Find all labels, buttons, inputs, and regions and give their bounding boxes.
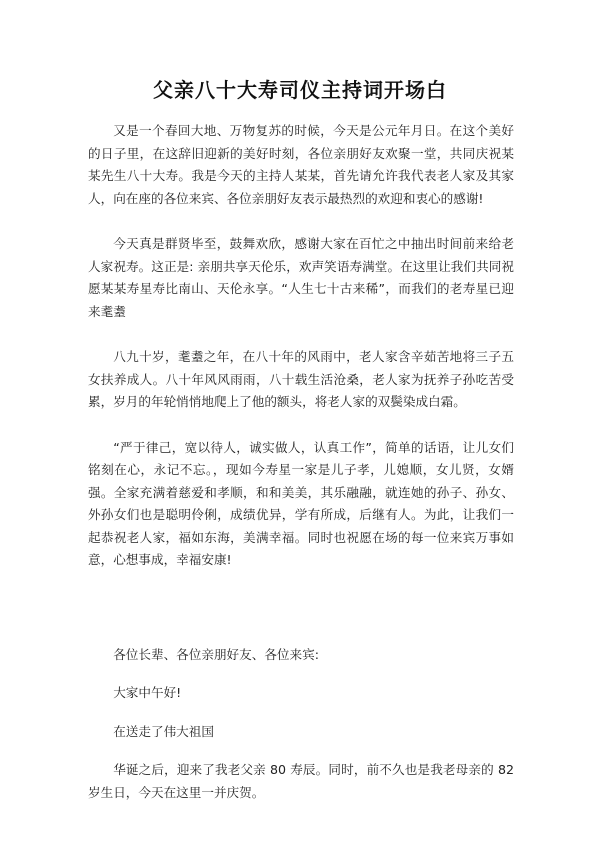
- paragraph-greeting-address: 各位长辈、各位亲朋好友、各位来宾:: [113, 646, 319, 662]
- document-body: [88, 120, 514, 804]
- paragraph-opening: 又是一个春回大地、万物复苏的时候，今天是公元年月日。在这个美好的日子里，在这辞旧迎新的美好时刻，各位亲朋好友欢聚一堂，共同庆祝某某先生八十大寿。我是今天的主持人某某，首先请允许我代表老人家及其家人，向在座的各位来宾、各位亲朋好友表示最热烈的欢迎和衷心的感谢!: [88, 123, 514, 206]
- paragraph-farewell: 在送走了伟大祖国: [113, 723, 214, 739]
- paragraph-good-afternoon: 大家中午好!: [113, 685, 182, 700]
- paragraph-gathering: 今天真是群贤毕至，鼓舞欢欣，感谢大家在百忙之中抽出时间前来给老人家祝寿。这正是: 亲朋共享天伦乐，欢声笑语寿满堂。在这里让我们共同祝愿某某寿星寿比南山、天伦永享。“人生七十古来稀”，而我们的老寿星已迎来耄耋: [88, 236, 514, 319]
- paragraph-hardship: 八九十岁，耄耋之年，在八十年的风雨中，老人家含辛茹苦地将三子五女扶养成人。八十年风风雨雨，八十载生活沧桑，老人家为抚养子孙吃苦受累，岁月的年轮悄悄地爬上了他的额头，将老人家的双鬓染成白霜。: [88, 349, 514, 409]
- paragraph-birthday: 华诞之后，迎来了我老父亲 80 寿辰。同时，前不久也是我老母亲的 82 岁生日，今天在这里一并庆贺。: [88, 762, 514, 800]
- document-title: 父亲八十大寿司仪主持词开场白: [153, 78, 447, 102]
- paragraph-family-blessing: “严于律己，宽以待人，诚实做人，认真工作”，简单的话语，让儿女们铭刻在心，永记不忘。，现如今寿星一家是儿子孝，儿媳顺，女儿贤，女婿强。全家充满着慈爱和孝顺，和和美美，其乐融融，就连她的孙子、孙女、外孙女们也是聪明伶俐，成绩优异，学有所成，后继有人。为此，让我们一起恭祝老人家，福如东海，美满幸福。同时也祝愿在场的每一位来宾万事如意，心想事成，幸福安康!: [88, 439, 514, 567]
